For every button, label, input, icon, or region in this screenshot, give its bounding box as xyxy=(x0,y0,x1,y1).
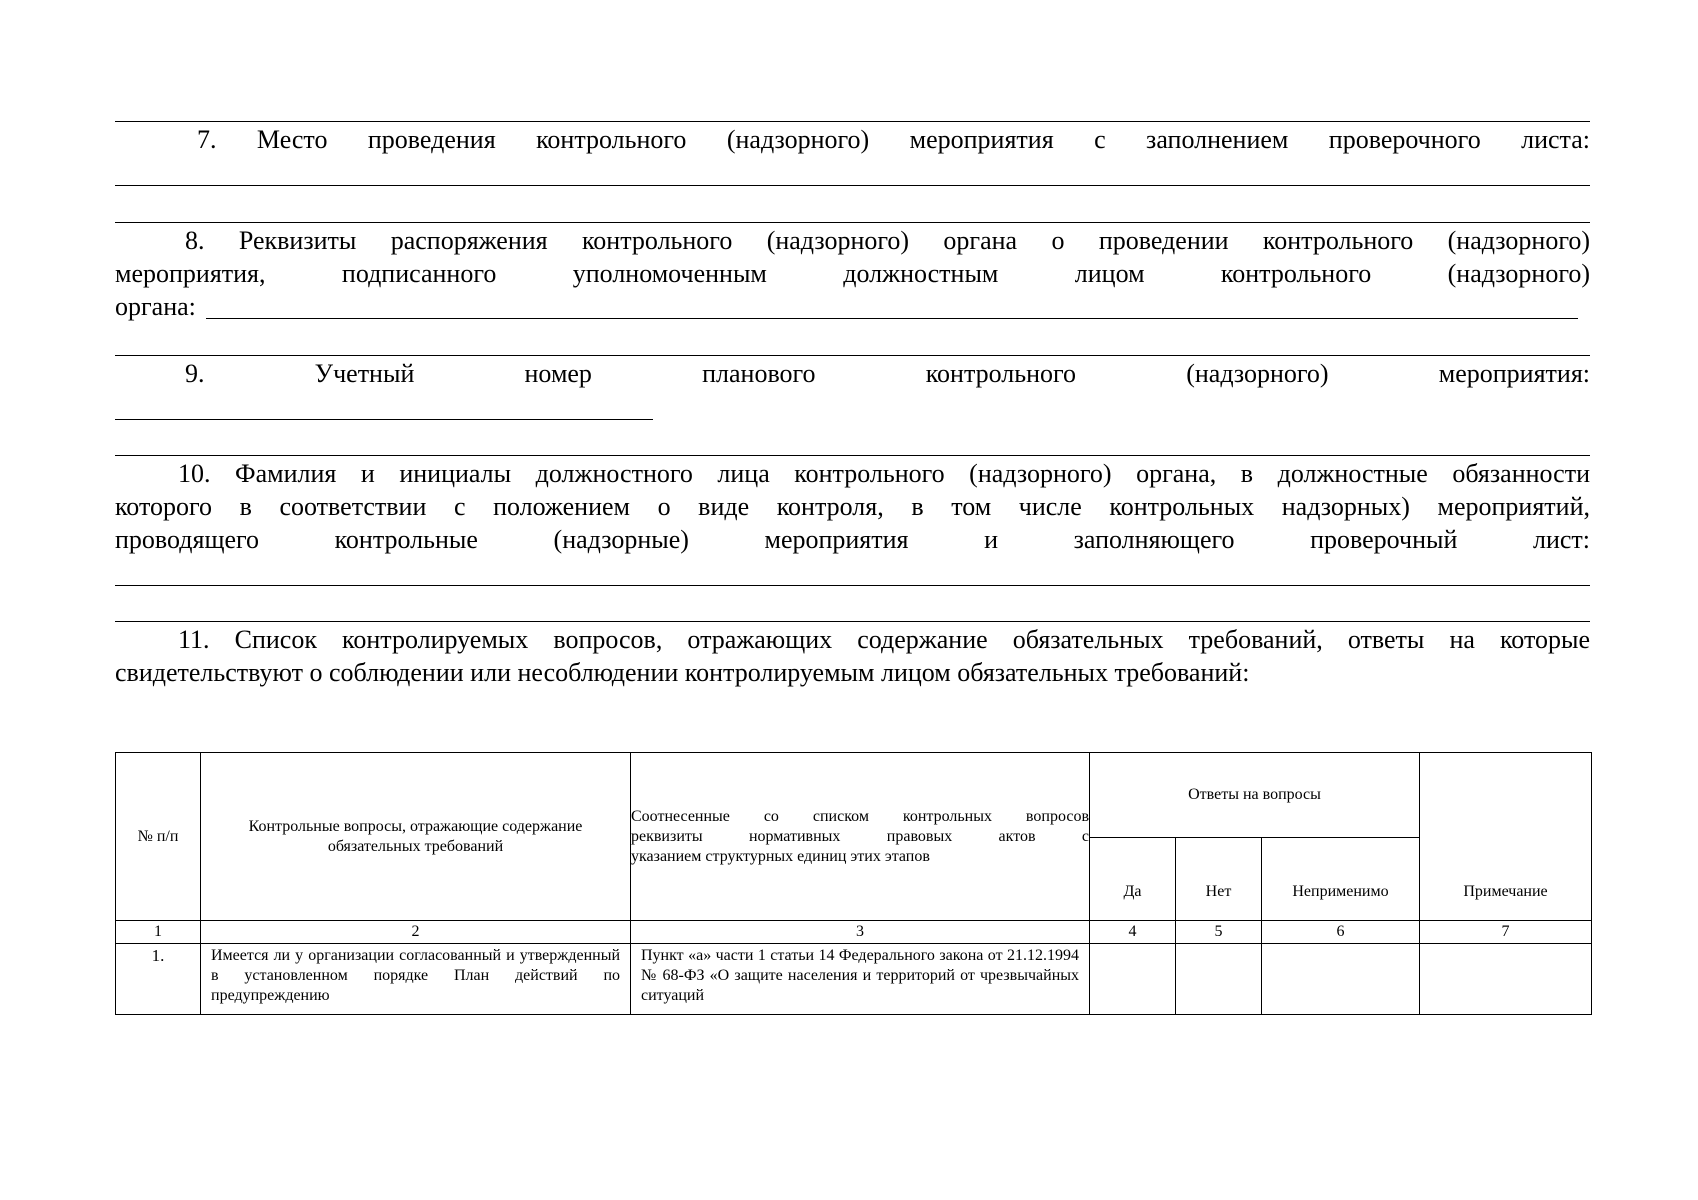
row-num-cell xyxy=(116,944,201,1015)
item-8-line-2: мероприятия, подписанного уполномоченным должностным лицом контрольного (надзорного) xyxy=(115,259,1590,288)
checklist-table xyxy=(115,752,1592,1015)
header-answers: Ответы на вопросы xyxy=(1090,753,1420,838)
item-10-line-1: 10. Фамилия и инициалы должностного лица контрольного (надзорного) органа, в должностные обязанности xyxy=(178,459,1590,488)
column-number: 1 xyxy=(116,921,201,944)
item-8 xyxy=(115,224,1590,323)
column-number: 7 xyxy=(1420,921,1592,944)
row-act: Пункт «а» части 1 статьи 14 Федерального закона от 21.12.1994 № 68-ФЗ «О защите населения и территорий от чрезвычайных ситуаций xyxy=(641,947,1079,1004)
item-7-blank-line[interactable] xyxy=(115,185,1590,186)
item-9 xyxy=(115,357,1590,390)
item-11-line-1: 11. Список контролируемых вопросов, отражающих содержание обязательных требований, ответы на которые xyxy=(178,625,1590,654)
row-question-cell xyxy=(201,944,631,1015)
item-9-text: 9. Учетный номер планового контрольного (надзорного) мероприятия: xyxy=(185,359,1590,388)
item-11-line-2: свидетельствуют о соблюдении или несоблюдении контролируемым лицом обязательных требований: xyxy=(115,658,1250,687)
header-num: № п/п xyxy=(116,753,201,921)
separator-line xyxy=(115,355,1590,356)
column-number: 6 xyxy=(1262,921,1420,944)
header-no: Нет xyxy=(1176,838,1262,921)
header-na: Неприменимо xyxy=(1262,838,1420,921)
separator-line xyxy=(115,222,1590,223)
separator-line xyxy=(115,121,1590,122)
item-8-line-3 xyxy=(115,290,1590,323)
item-7-text: 7. Место проведения контрольного (надзорного) мероприятия с заполнением проверочного листа: xyxy=(197,125,1590,154)
item-8-blank-line[interactable] xyxy=(206,318,1578,319)
item-9-blank-line[interactable] xyxy=(115,419,653,420)
header-yes: Да xyxy=(1090,838,1176,921)
row-num: 1. xyxy=(151,946,165,965)
header-acts-line-3: указанием структурных единиц этих этапов xyxy=(631,847,930,865)
column-number: 4 xyxy=(1090,921,1176,944)
row-question: Имеется ли у организации согласованный и утвержденный в установленном порядке План действий по предупреждению xyxy=(211,947,620,1004)
item-10 xyxy=(115,457,1590,556)
header-acts-line-1: Соотнесенные со списком контрольных вопросов xyxy=(631,807,1089,825)
item-8-line-1: 8. Реквизиты распоряжения контрольного (надзорного) органа о проведении контрольного (надзорного) xyxy=(185,226,1590,255)
item-7 xyxy=(115,123,1590,156)
row-na-cell[interactable] xyxy=(1262,944,1420,1015)
header-note: Примечание xyxy=(1420,753,1592,921)
item-10-line-3: проводящего контрольные (надзорные) мероприятия и заполняющего проверочный лист: xyxy=(115,525,1590,554)
item-11 xyxy=(115,623,1590,689)
column-number: 2 xyxy=(201,921,631,944)
item-10-line-2: которого в соответствии с положением о виде контроля, в том числе контрольных надзорных) мероприятий, xyxy=(115,492,1590,521)
header-acts-line-2: реквизиты нормативных правовых актов с xyxy=(631,827,1089,845)
table-header-row xyxy=(116,753,1592,838)
row-note-cell[interactable] xyxy=(1420,944,1592,1015)
separator-line xyxy=(115,621,1590,622)
column-number-row xyxy=(116,921,1592,944)
item-10-blank-line[interactable] xyxy=(115,585,1590,586)
separator-line xyxy=(115,455,1590,456)
table-row xyxy=(116,944,1592,1015)
row-act-cell xyxy=(631,944,1090,1015)
column-number: 5 xyxy=(1176,921,1262,944)
row-yes-cell[interactable] xyxy=(1090,944,1176,1015)
header-questions: Контрольные вопросы, отражающие содержание обязательных требований xyxy=(201,753,631,921)
item-8-label: органа: xyxy=(115,292,196,321)
row-no-cell[interactable] xyxy=(1176,944,1262,1015)
header-acts xyxy=(631,753,1090,921)
column-number: 3 xyxy=(631,921,1090,944)
